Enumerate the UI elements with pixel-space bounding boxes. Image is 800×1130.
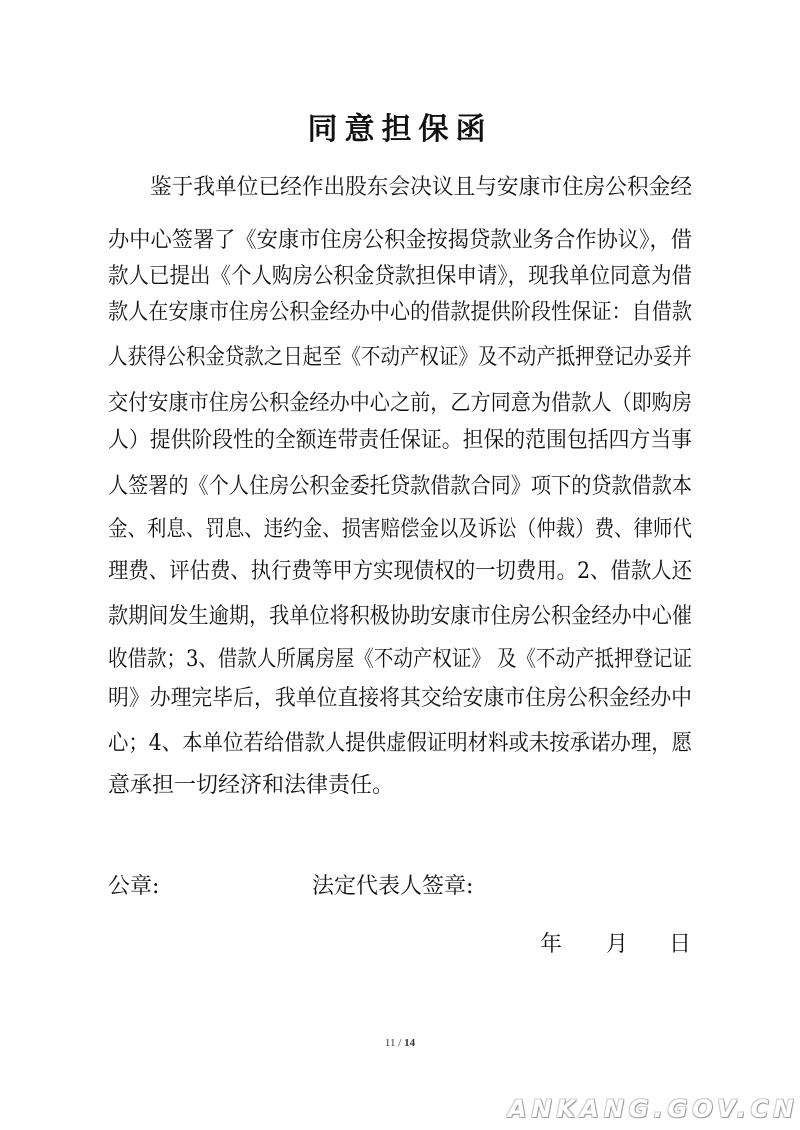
body-line-14: 心；4、本单位若给借款人提供虚假证明材料或未按承诺办理，愿 <box>108 731 693 756</box>
body-line-2: 办中心签署了《安康市住房公积金按揭贷款业务合作协议》，借 <box>108 228 693 253</box>
document-title: 同意担保函 <box>307 112 493 147</box>
date-day-label: 日 <box>669 932 692 957</box>
body-line-6: 交付安康市住房公积金经办中心之前，乙方同意为借款人（即购房 <box>108 391 693 416</box>
body-line-4: 款人在安康市住房公积金经办中心的借款提供阶段性保证：自借款 <box>108 300 693 325</box>
page-number <box>0 1036 800 1050</box>
body-line-9: 金、利息、罚息、违约金、损害赔偿金以及诉讼（仲裁）费、律师代 <box>108 517 692 542</box>
body-line-10: 理费、评估费、执行费等甲方实现债权的一切费用。2、借款人还 <box>108 559 693 584</box>
body-line-11: 款期间发生逾期，我单位将积极协助安康市住房公积金经办中心催 <box>108 604 693 629</box>
body-line-12: 收借款；3、借款人所属房屋《不动产权证》 及《不动产抵押登记证 <box>108 647 693 672</box>
body-line-3: 款人已提出《个人购房公积金贷款担保申请》，现我单位同意为借 <box>108 264 693 289</box>
page-total: 14 <box>404 1037 416 1049</box>
date-year-label: 年 <box>540 932 563 957</box>
date-month-label: 月 <box>606 932 629 957</box>
seal-label: 公章: <box>108 874 160 899</box>
body-line-1: 鉴于我单位已经作出股东会决议且与安康市住房公积金经 <box>150 175 693 200</box>
body-line-8: 人签署的《个人住房公积金委托贷款借款合同》项下的贷款借款本 <box>108 474 693 499</box>
page-separator: / <box>395 1037 405 1049</box>
body-line-15: 意承担一切经济和法律责任。 <box>108 773 395 798</box>
page-current: 11 <box>384 1037 396 1049</box>
body-line-13: 明》办理完毕后，我单位直接将其交给安康市住房公积金经办中 <box>108 686 693 711</box>
body-line-5: 人获得公积金贷款之日起至《不动产权证》及不动产抵押登记办妥并 <box>108 345 692 370</box>
site-watermark: ANKANG.GOV.CN <box>508 1095 799 1123</box>
body-line-7: 人）提供阶段性的全额连带责任保证。担保的范围包括四方当事 <box>108 428 693 453</box>
representative-signature-label: 法定代表人签章: <box>312 874 474 899</box>
